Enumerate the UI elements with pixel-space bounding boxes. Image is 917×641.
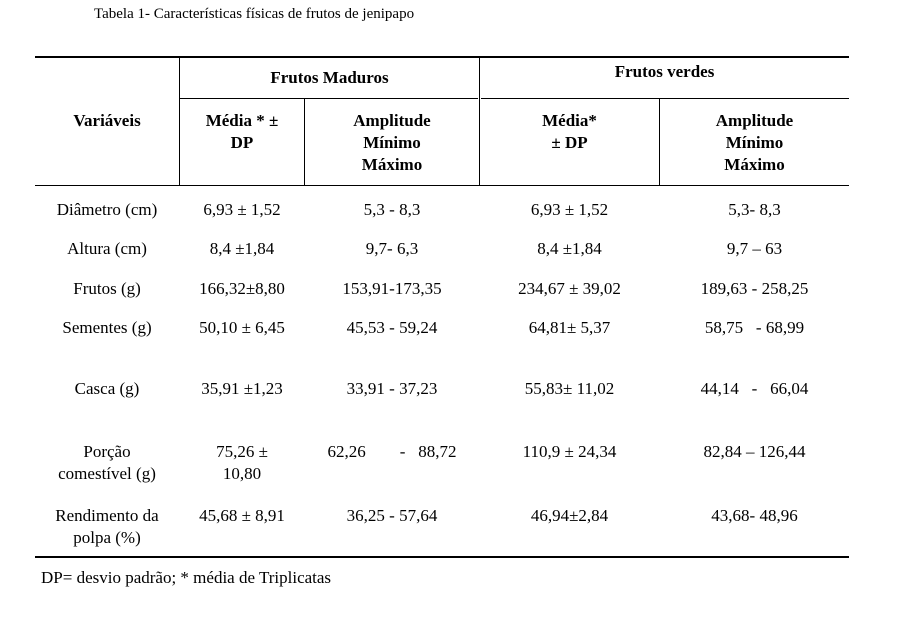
cell-amplitude-maduros: 36,25 - 57,64 — [346, 506, 438, 525]
bottom-rule — [35, 556, 849, 558]
cell-media-maduros: 166,32±8,80 — [199, 279, 285, 298]
table-caption: Tabela 1- Características físicas de frutos de jenipapo — [94, 6, 415, 22]
cell-amplitude-verdes: 189,63 - 258,25 — [700, 279, 809, 298]
cell-amplitude-verdes: 44,14 - 66,04 — [700, 379, 809, 398]
cell-variavel: Rendimento da polpa (%) — [55, 506, 159, 547]
header-media-maduros: Média * ± DP — [205, 111, 279, 152]
cell-media-verdes: 234,67 ± 39,02 — [518, 279, 621, 298]
cell-media-maduros: 8,4 ±1,84 — [209, 239, 275, 258]
group-divider-maduros — [180, 98, 478, 99]
cell-amplitude-verdes: 9,7 – 63 — [726, 239, 783, 258]
cell-variavel: Porção comestível (g) — [58, 442, 156, 483]
cell-amplitude-maduros: 153,91-173,35 — [342, 279, 442, 298]
group-divider-verdes — [481, 98, 849, 99]
cell-media-verdes: 110,9 ± 24,34 — [522, 442, 617, 461]
cell-amplitude-verdes: 82,84 – 126,44 — [703, 442, 806, 461]
table-footnote: DP= desvio padrão; * média de Triplicatas — [41, 568, 332, 587]
cell-media-verdes: 8,4 ±1,84 — [537, 239, 602, 258]
header-variaveis: Variáveis — [73, 111, 141, 130]
cell-media-verdes: 55,83± 11,02 — [524, 379, 615, 398]
cell-variavel: Frutos (g) — [73, 279, 141, 298]
cell-amplitude-maduros: 62,26 - 88,72 — [327, 442, 457, 461]
header-media-verdes: Média* ± DP — [542, 111, 597, 152]
cell-variavel: Sementes (g) — [62, 318, 152, 337]
cell-amplitude-maduros: 5,3 - 8,3 — [363, 200, 421, 219]
cell-media-verdes: 46,94±2,84 — [530, 506, 609, 525]
cell-variavel: Casca (g) — [74, 379, 140, 398]
cell-amplitude-maduros: 33,91 - 37,23 — [346, 379, 438, 398]
cell-media-maduros: 45,68 ± 8,91 — [199, 506, 285, 525]
cell-variavel: Altura (cm) — [67, 239, 147, 258]
group-header-verdes: Frutos verdes — [614, 62, 715, 81]
cell-media-verdes: 6,93 ± 1,52 — [530, 200, 609, 219]
header-bottom-rule — [35, 185, 849, 186]
cell-media-maduros: 6,93 ± 1,52 — [203, 200, 281, 219]
cell-amplitude-verdes: 5,3- 8,3 — [728, 200, 781, 219]
top-rule — [35, 56, 849, 58]
cell-media-maduros: 50,10 ± 6,45 — [199, 318, 285, 337]
cell-media-verdes: 64,81± 5,37 — [528, 318, 611, 337]
group-header-maduros: Frutos Maduros — [270, 68, 389, 87]
cell-amplitude-maduros: 45,53 - 59,24 — [346, 318, 438, 337]
cell-media-maduros: 75,26 ± 10,80 — [216, 442, 268, 483]
header-amplitude-maduros: Amplitude Mínimo Máximo — [353, 111, 431, 174]
cell-media-maduros: 35,91 ±1,23 — [201, 379, 283, 398]
cell-amplitude-verdes: 43,68- 48,96 — [711, 506, 798, 525]
cell-amplitude-maduros: 9,7- 6,3 — [365, 239, 419, 258]
cell-amplitude-verdes: 58,75 - 68,99 — [704, 318, 805, 337]
cell-variavel: Diâmetro (cm) — [56, 200, 158, 219]
header-amplitude-verdes: Amplitude Mínimo Máximo — [715, 111, 794, 174]
